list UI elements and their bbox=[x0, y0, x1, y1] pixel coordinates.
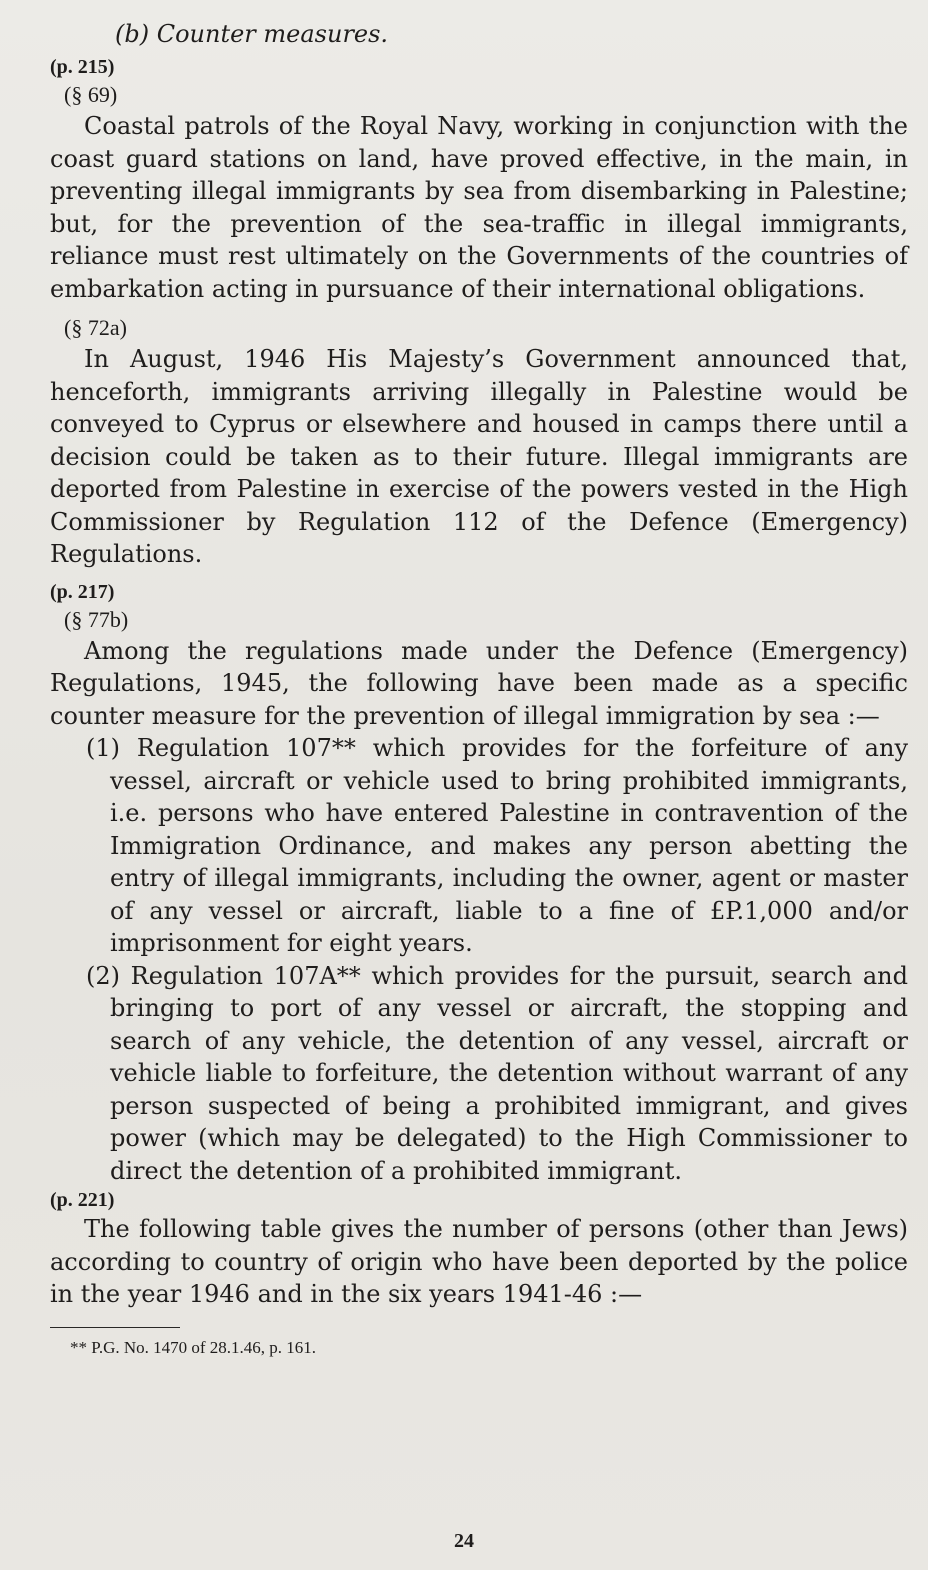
list-item-regulation-107a: (2) Regulation 107A** which provides for the pursuit, search and bringing to port of any vessel or aircraft, the stopping and search of any vehicle, the detention of any vessel, aircraft or vehicle liable to forfeiture, the detention without warrant of any person suspected of being a prohibited immigrant, and gives power (which may be delegated) to the High Commissioner to direct the detention of a prohibited immigrant. bbox=[86, 961, 908, 1185]
page-reference: (p. 221) bbox=[50, 1189, 115, 1211]
section-reference: (§ 72a) bbox=[64, 315, 127, 340]
page-reference: (p. 215) bbox=[50, 56, 115, 78]
paragraph-august-1946: In August, 1946 His Majesty’s Government announced that, henceforth, immigrants arriving illegally in Palestine would be conveyed to Cyprus or elsewhere and housed in camps there until a decision could be taken as to their future. Illegal immigrants are deported from Palestine in exercise of the powers vested in the High Commissioner by Regulation 112 of the Defence (Emergency) Regulations. bbox=[50, 345, 908, 568]
section-reference: (§ 69) bbox=[64, 82, 118, 107]
paragraph-regulations-intro: Among the regulations made under the Defence (Emergency) Regulations, 1945, the following have been made as a specific counter measure for the prevention of illegal immigration by sea :— bbox=[50, 636, 908, 730]
page-number: 24 bbox=[454, 1530, 474, 1552]
section-reference: (§ 77b) bbox=[64, 606, 129, 632]
list-item-regulation-107: (1) Regulation 107** which provides for the forfeiture of any vessel, aircraft or vehicle used to bring prohibited immigrants, i.e. persons who have entered Palestine in contravention of the Immigration Ordinance, and makes any person abetting the entry of illegal immigrants, including the owner, agent or master of any vessel or aircraft, liable to a fine of £P.1,000 and/or imprisonment for eight years. bbox=[86, 734, 908, 957]
page-reference: (p. 217) bbox=[50, 580, 115, 603]
paragraph-deportation-table-intro: The following table gives the number of persons (other than Jews) according to country of origin who have been deported by the police in the year 1946 and in the six years 1941-46 :— bbox=[50, 1215, 908, 1308]
page-content bbox=[50, 20, 908, 1358]
paragraph-coastal-patrols: Coastal patrols of the Royal Navy, working in conjunction with the coast guard stations on land, have proved effective, in the main, in preventing illegal immigrants by sea from disembarking in Palestine; but, for the prevention of the sea-traffic in illegal immigrants, reliance must rest ultimately on the Governments of the countries of embarkation acting in pursuance of their international obligations. bbox=[50, 112, 908, 303]
footnote: ** P.G. No. 1470 of 28.1.46, p. 161. bbox=[70, 1337, 317, 1357]
section-subheading: (b) Counter measures. bbox=[115, 20, 389, 48]
footnote-divider bbox=[50, 1327, 180, 1328]
